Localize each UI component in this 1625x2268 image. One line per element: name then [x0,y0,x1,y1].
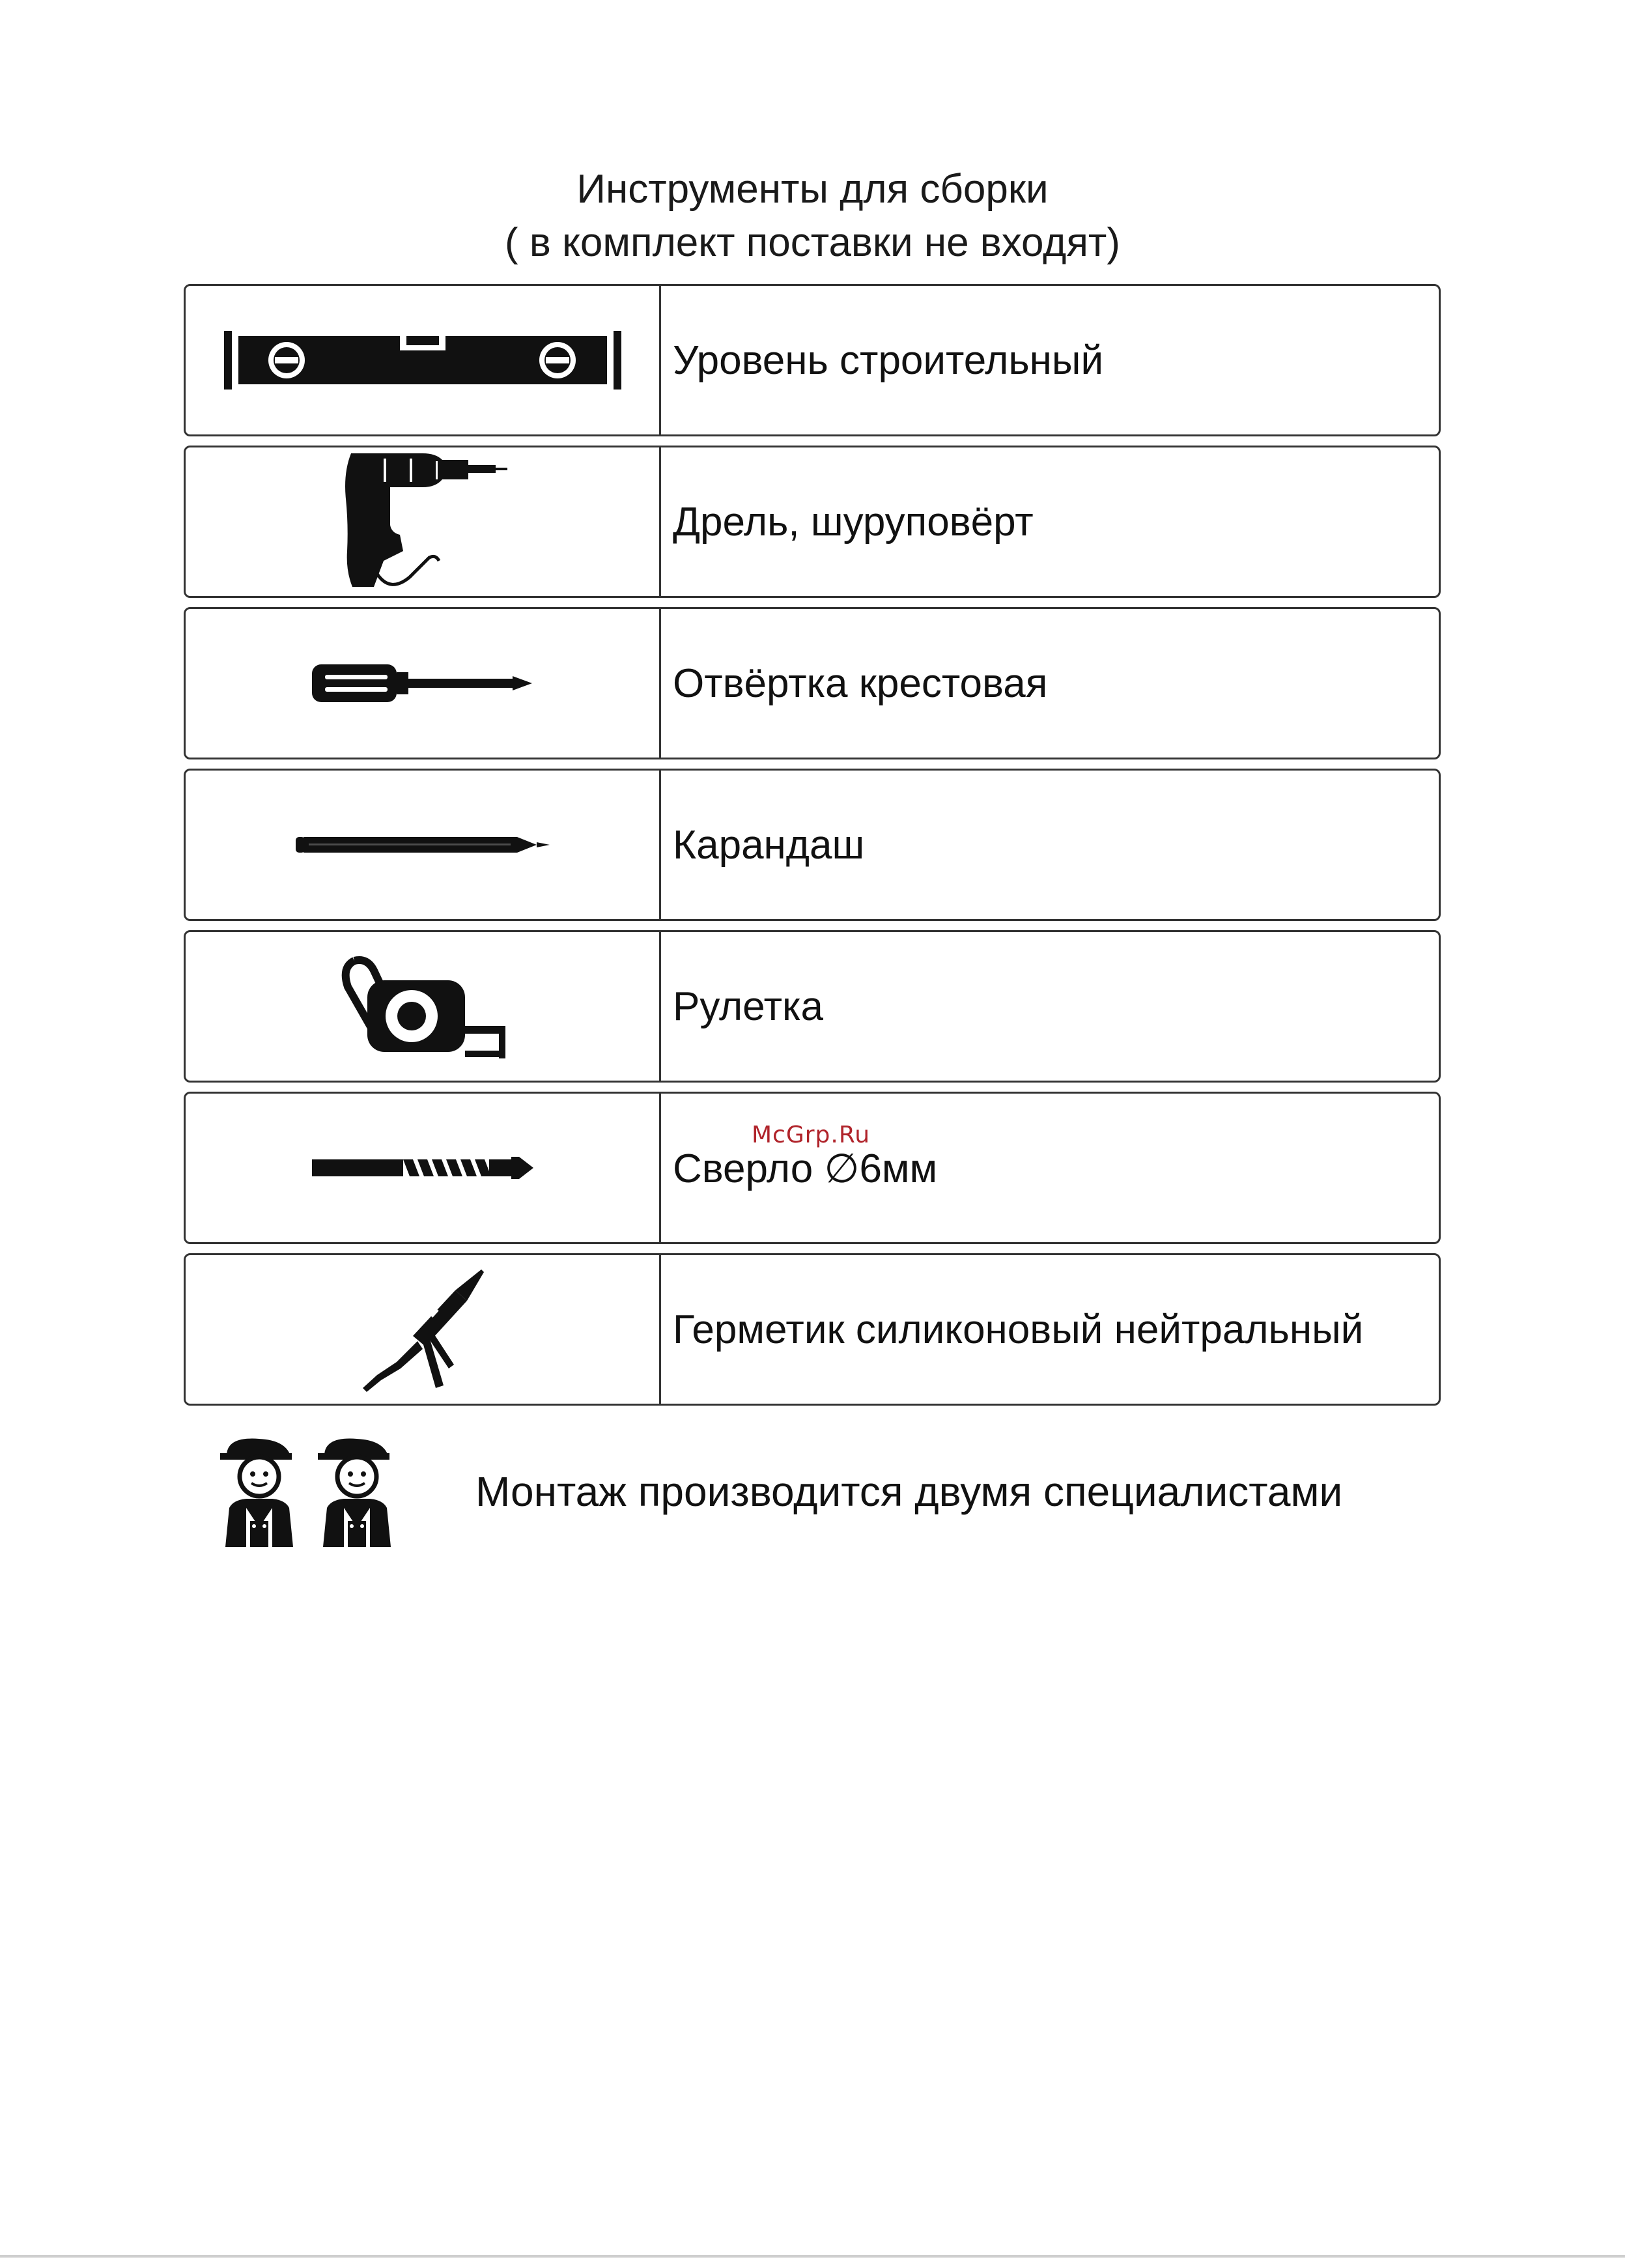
tool-label: Уровень строительный [673,337,1104,383]
page-title [0,163,1625,270]
title-line-2: ( в комплект поставки не входят) [505,220,1120,265]
title-line-1: Инструменты для сборки [576,167,1049,212]
tool-label: Карандаш [673,822,865,868]
tape-measure-icon [328,954,517,1058]
page-bottom-edge [0,2255,1625,2258]
tool-row-screwdriver [184,607,1441,759]
drill-icon [338,447,507,597]
tool-row-drill-bit [184,1092,1441,1244]
screwdriver-icon [312,660,533,706]
pencil-icon [296,832,550,858]
sealant-gun-icon [358,1264,488,1395]
tool-row-drill [184,446,1441,598]
tools-table [184,284,1441,1415]
drill-bit-icon [312,1152,533,1184]
tool-label: Сверло ∅6мм [673,1146,938,1191]
tool-row-pencil [184,769,1441,921]
installation-note: Монтаж производится двумя специалистами [475,1468,1343,1515]
two-workers-icon [220,1436,416,1547]
tool-label: Дрель, шуруповёрт [673,499,1034,545]
tool-label: Рулетка [673,984,823,1029]
tool-row-tape-measure [184,930,1441,1083]
level-icon [224,331,621,390]
tool-row-sealant-gun [184,1253,1441,1406]
watermark: McGrp.Ru [752,1122,871,1148]
tool-label: Герметик силиконовый нейтральный [673,1307,1364,1352]
footer-note [220,1436,1458,1547]
tool-label: Отвёртка крестовая [673,660,1048,706]
tool-row-level [184,284,1441,436]
